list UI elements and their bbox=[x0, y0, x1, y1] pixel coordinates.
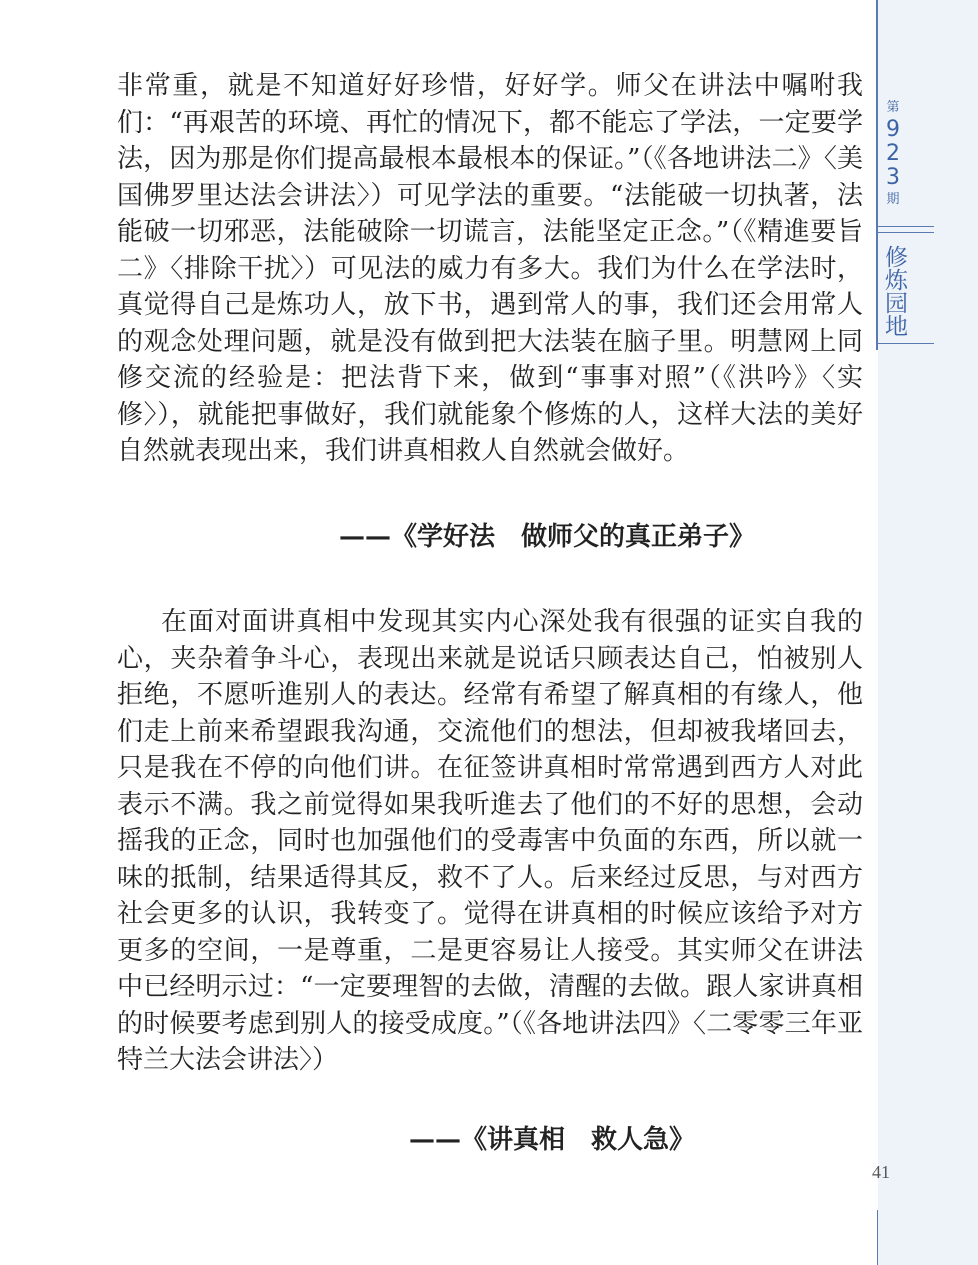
article-body bbox=[117, 604, 863, 1079]
issue-digit: 2 bbox=[886, 141, 900, 166]
article-paragraph: 在面对面讲真相中发现其实内心深处我有很强的证实自我的心，夹杂着争斗心，表现出来就是说话只顾表达自己，怕被别人拒绝，不愿听進别人的表达。经常有希望了解真相的有缘人，他们走上前来希望跟我沟通，交流他们的想法，但却被我堵回去，只是我在不停的向他们讲。在征签讲真相时常常遇到西方人对此表示不满。我之前觉得如果我听進去了他们的不好的思想，会动摇我的正念，同时也加强他们的受毒害中负面的东西，所以就一味的抵制，结果适得其反，救不了人。后来经过反思，与对西方社会更多的认识，我转变了。觉得在讲真相的时候应该给予对方更多的空间，一是尊重，二是更容易让人接受。其实师父在讲法中已经明示过：“一定要理智的去做，清醒的去做。跟人家讲真相的时候要考虑到别人的接受成度。”（《各地讲法四》〈二零零三年亚特兰大法会讲法〉） bbox=[117, 607, 863, 1075]
sidebar-rule bbox=[876, 0, 878, 350]
source-citation: ——《学好法 做师父的真正弟子》 bbox=[339, 522, 756, 552]
sidebar-rule-lower bbox=[877, 1210, 878, 1265]
source-citation: ——《讲真相 救人急》 bbox=[409, 1125, 696, 1155]
section-title: 修炼园地 bbox=[881, 245, 907, 337]
page-number: 41 bbox=[872, 1162, 890, 1182]
article-body bbox=[117, 68, 863, 470]
article-paragraph: 非常重，就是不知道好好珍惜，好好学。师父在讲法中嘱咐我们：“再艰苦的环境、再忙的情况下，都不能忘了学法，一定要学法，因为那是你们提高最根本最根本的保证。”（《各地讲法二》〈美国佛罗里达法会讲法〉）可见学法的重要。“法能破一切执著，法能破一切邪恶，法能破除一切谎言，法能坚定正念。”（《精進要旨二》〈排除干扰〉）可见法的威力有多大。我们为什么在学法时，真觉得自己是炼功人，放下书，遇到常人的事，我们还会用常人的观念处理问题，就是没有做到把大法装在脑子里。明慧网上同修交流的经验是：把法背下来，做到“事事对照”（《洪吟》〈实修〉），就能把事做好，我们就能象个修炼的人，这样大法的美好自然就表现出来，我们讲真相救人自然就会做好。 bbox=[117, 71, 863, 466]
sidebar-divider bbox=[878, 232, 934, 233]
sidebar-divider bbox=[878, 226, 934, 227]
sidebar-divider bbox=[878, 343, 934, 344]
issue-prefix: 第 bbox=[886, 100, 900, 115]
issue-suffix: 期 bbox=[886, 192, 900, 207]
issue-digit: 9 bbox=[886, 117, 900, 142]
issue-number bbox=[880, 98, 906, 210]
issue-digit: 3 bbox=[886, 165, 900, 190]
